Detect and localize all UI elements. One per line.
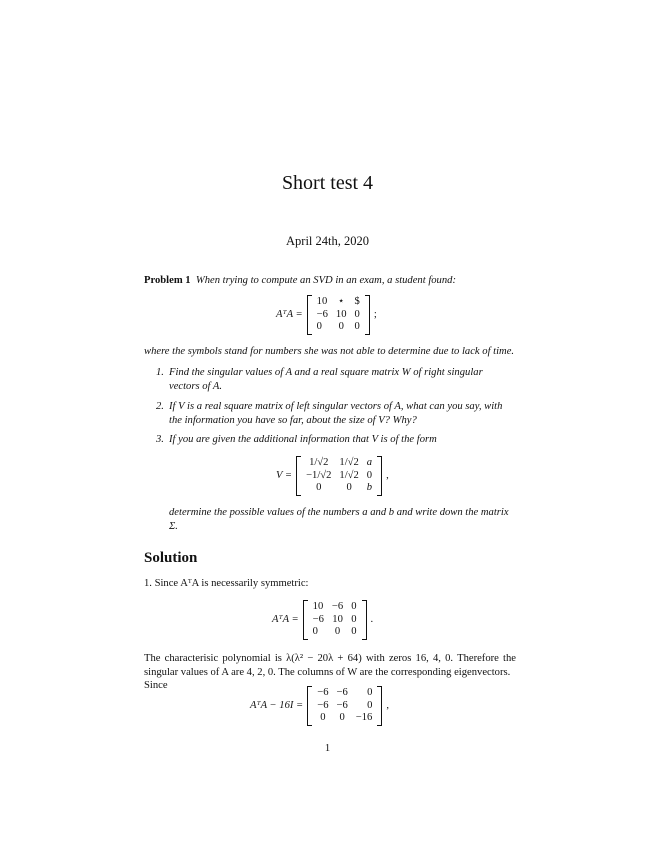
matrix: −6 −6 0 −6 −6 0 0 0 −16 xyxy=(307,686,382,726)
matrix: 1/√2 1/√2 a −1/√2 1/√2 0 0 0 b xyxy=(296,456,382,496)
equation-lhs: V = xyxy=(276,470,293,482)
equation-trail: , xyxy=(386,700,390,712)
list-item-3: 3. If you are given the additional information that V is of the form xyxy=(156,434,437,445)
list-item-2: 2. If V is a real square matrix of left singular vectors of A, what can you say, with the information you have so far, about the size of V? Why? xyxy=(156,401,503,426)
solution-heading: Solution xyxy=(144,550,198,566)
paper-date: April 24th, 2020 xyxy=(286,234,369,248)
solution-since: Since xyxy=(144,680,168,691)
matrix: 10 ⋆ $ −6 10 0 0 0 0 xyxy=(307,295,370,335)
equation-ata-partial xyxy=(276,295,377,335)
solution-line-1: 1. Since AᵀA is necessarily symmetric: xyxy=(144,578,309,589)
list-item-1: 1. Find the singular values of A and a real square matrix W of right singular vectors of A. xyxy=(156,367,483,392)
problem-intro xyxy=(144,274,514,288)
equation-ata-minus-16i xyxy=(250,686,389,726)
equation-ata-symmetric xyxy=(272,600,373,640)
solution-paragraph: The characterisic polynomial is λ(λ² − 20λ + 64) with zeros 16, 4, 0. Therefore the singular values of A are 4, 2, 0. The columns of W are the corresponding eigenvectors. xyxy=(144,653,516,678)
paper-title: Short test 4 xyxy=(281,172,374,194)
equation-v-matrix xyxy=(276,456,389,496)
equation-lhs: AᵀA = xyxy=(272,614,299,626)
page-number: 1 xyxy=(324,743,331,754)
equation-lhs: AᵀA − 16I = xyxy=(250,700,304,712)
problem-label: Problem 1 xyxy=(144,275,191,286)
matrix: 10 −6 0 −6 10 0 0 0 0 xyxy=(303,600,367,640)
equation-trail: , xyxy=(386,470,389,482)
item3-after-text: determine the possible values of the numbers a and b and write down the matrix Σ. xyxy=(169,507,509,532)
problem-after-text: where the symbols stand for numbers she was not able to determine due to lack of time. xyxy=(144,346,515,357)
equation-trail: . xyxy=(370,614,374,626)
equation-trail: ; xyxy=(373,309,377,321)
equation-lhs: AᵀA = xyxy=(276,309,303,321)
problem-intro-text: When trying to compute an SVD in an exam, a student found: xyxy=(195,275,456,286)
